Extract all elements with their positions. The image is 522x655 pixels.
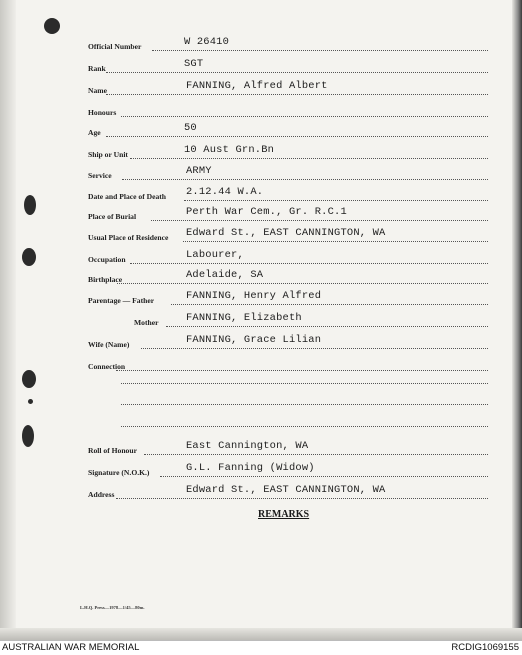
- field-value: Edward St., EAST CANNINGTON, WA: [186, 227, 386, 239]
- field-value: East Cannington, WA: [186, 440, 309, 452]
- field-line: [152, 50, 488, 51]
- field-value: ARMY: [186, 165, 212, 177]
- field-line: [141, 348, 488, 349]
- field-label: Mother: [134, 318, 159, 327]
- archive-bar: [0, 640, 522, 655]
- blank-line: [121, 383, 488, 384]
- field-line: [130, 263, 488, 264]
- field-label: Parentage — Father: [88, 296, 155, 305]
- scan-edge-left: [0, 0, 16, 640]
- field-line: [183, 241, 488, 242]
- blank-line: [121, 404, 488, 405]
- field-label: Roll of Honour: [88, 446, 137, 455]
- field-value: G.L. Fanning (Widow): [186, 462, 315, 474]
- field-value: Edward St., EAST CANNINGTON, WA: [186, 484, 386, 496]
- field-label: Usual Place of Residence: [88, 233, 169, 242]
- punch-hole-mark: [24, 195, 36, 215]
- punch-hole-mark: [22, 248, 36, 266]
- field-line: [184, 200, 488, 201]
- field-line: [106, 72, 488, 73]
- field-label: Wife (Name): [88, 340, 130, 349]
- field-label: Address: [88, 490, 115, 499]
- field-label: Date and Place of Death: [88, 192, 167, 201]
- field-value: 2.12.44 W.A.: [186, 186, 264, 198]
- blank-line: [121, 426, 488, 427]
- printer-imprint: L.H.Q. Press—1978—1/45—80m.: [80, 605, 145, 610]
- field-label: Occupation: [88, 255, 126, 264]
- punch-hole-mark: [28, 399, 33, 404]
- field-line: [171, 304, 488, 305]
- field-value: Perth War Cem., Gr. R.C.1: [186, 206, 347, 218]
- field-label: Connection: [88, 362, 126, 371]
- field-label: Name: [88, 86, 107, 95]
- scan-edge-bottom: [0, 628, 522, 640]
- field-line: [151, 220, 488, 221]
- field-line: [121, 116, 488, 117]
- field-value: FANNING, Elizabeth: [186, 312, 302, 324]
- field-value: Labourer,: [186, 249, 244, 261]
- field-line: [116, 370, 488, 371]
- field-line: [166, 326, 488, 327]
- punch-hole-mark: [22, 425, 34, 447]
- field-line: [106, 94, 488, 95]
- field-line: [122, 179, 488, 180]
- field-value: FANNING, Grace Lilian: [186, 334, 322, 346]
- field-line: [117, 283, 488, 284]
- field-value: FANNING, Alfred Albert: [186, 80, 328, 92]
- field-label: Birthplace: [88, 275, 123, 284]
- field-value: Adelaide, SA: [186, 269, 264, 281]
- field-label: Honours: [88, 108, 117, 117]
- scan-edge-right: [512, 0, 522, 640]
- archive-id: RCDIG1069155: [451, 642, 519, 653]
- punch-hole-mark: [22, 370, 36, 388]
- field-value: FANNING, Henry Alfred: [186, 290, 322, 302]
- field-label: Age: [88, 128, 101, 137]
- field-line: [144, 454, 488, 455]
- field-value: 50: [184, 122, 197, 134]
- punch-hole-mark: [44, 18, 60, 34]
- field-value: SGT: [184, 58, 204, 70]
- field-line: [160, 476, 488, 477]
- field-label: Service: [88, 171, 112, 180]
- field-line: [106, 136, 488, 137]
- field-label: Place of Burial: [88, 212, 137, 221]
- field-label: Signature (N.O.K.): [88, 468, 150, 477]
- field-line: [116, 498, 488, 499]
- field-label: Ship or Unit: [88, 150, 128, 159]
- archive-name: AUSTRALIAN WAR MEMORIAL: [2, 642, 140, 653]
- field-line: [130, 158, 488, 159]
- remarks-heading: REMARKS: [258, 509, 310, 520]
- field-value: W 26410: [184, 36, 230, 48]
- field-label: Official Number: [88, 42, 142, 51]
- field-label: Rank: [88, 64, 106, 73]
- field-value: 10 Aust Grn.Bn: [184, 144, 275, 156]
